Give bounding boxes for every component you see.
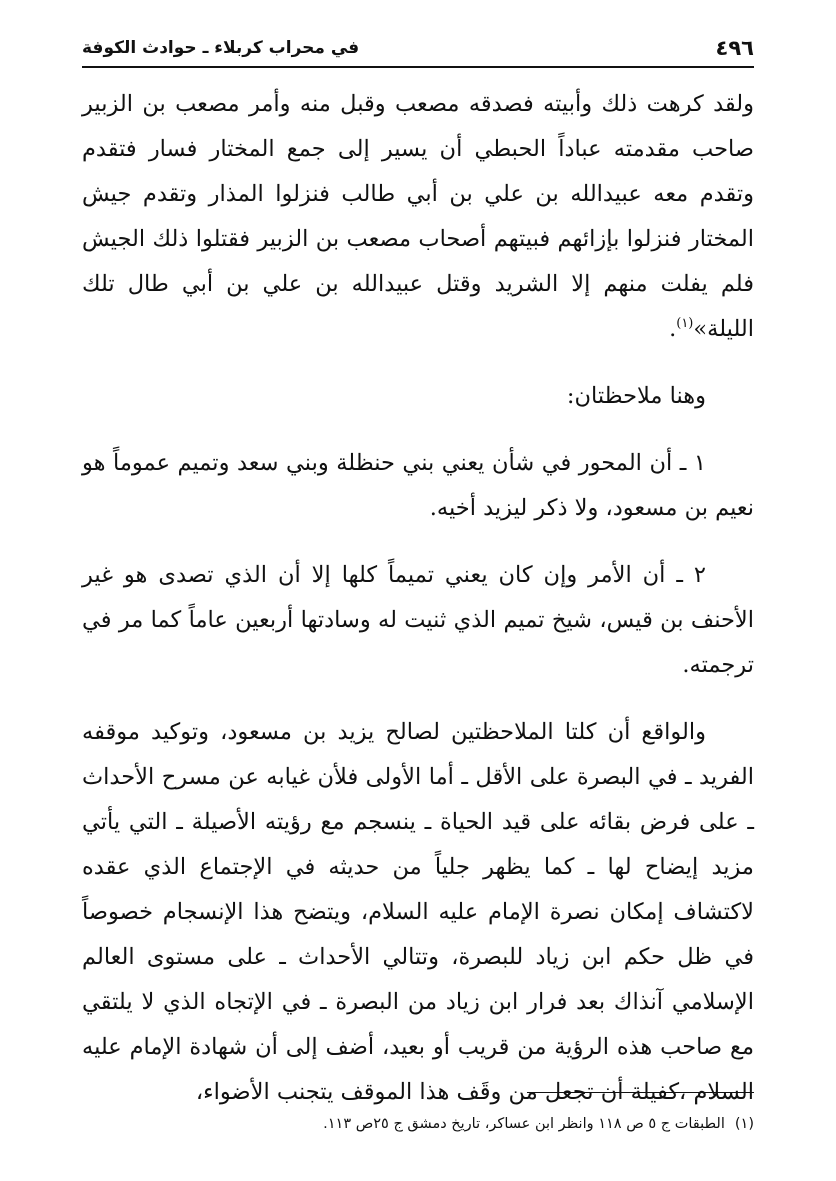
note-1: ١ ـ أن المحور في شأن يعني بني حنظلة وبني سعد وتميم عموماً هو نعيم بن مسعود، ولا ذكر ليزيد أخيه. xyxy=(82,450,754,521)
quote-end: . xyxy=(669,316,677,342)
footnote-text: الطبقات ج ٥ ص ١١٨ وانظر ابن عساكر، تاريخ دمشق ج ٢٥ص ١١٣. xyxy=(323,1116,725,1132)
note-2: ٢ ـ أن الأمر وإن كان يعني تميماً كلها إلا أن الذي تصدى هو غير الأحنف بن قيس، شيخ تميم الذي ثنيت له وسادتها أربعين عاماً كما مر في ترجمته. xyxy=(82,562,754,678)
quote-paragraph xyxy=(82,82,754,352)
header-divider xyxy=(82,66,754,68)
running-header xyxy=(82,30,754,66)
conclusion-paragraph: والواقع أن كلتا الملاحظتين لصالح يزيد بن مسعود، وتوكيد موقفه الفريد ـ في البصرة على الأقل ـ أما الأولى فلأن غيابه عن مسرح الأحداث ـ على فرض بقائه على قيد الحياة ـ ينسجم مع رؤيته الأصيلة ـ التي يأتي مزيد إيضاح لها ـ كما يظهر جلياً من حديثه في الإجتماع الذي عقده لاكتشاف إمكان نصرة الإمام عليه السلام، ويتضح هذا الإنسجام خصوصاً في ظل حكم ابن زياد للبصرة، وتتالي الأحداث ـ على مستوى العالم الإسلامي آنذاك بعد فرار ابن زياد من البصرة ـ في الإتجاه الذي لا يلتقي مع صاحب هذه الرؤية من قريب أو بعيد، أضف إلى أن شهادة الإمام عليه السلام ،كفيلة أن تجعل من وقَف هذا الموقف يتجنب الأضواء، xyxy=(82,719,754,1105)
footnote-divider xyxy=(527,1092,754,1093)
page-number: ٤٩٦ xyxy=(715,36,754,60)
footnote xyxy=(82,1112,754,1136)
notes-heading: وهنا ملاحظتان: xyxy=(566,383,706,409)
main-text xyxy=(82,82,754,1115)
running-title: في محراب كربلاء ـ حوادث الكوفة xyxy=(82,38,360,58)
quote-text: ولقد كرهت ذلك وأبيته فصدقه مصعب وقبل منه وأمر مصعب بن الزبير صاحب مقدمته عباداً الحبطي أن يسير إلى جمع المختار فسار فتقدم وتقدم معه عبيدالله بن علي بن أبي طالب فنزلوا المذار وتقدم جيش المختار فنزلوا بإزائهم فبيتهم أصحاب مصعب بن الزبير فقتلوا ذلك الجيش فلم يفلت منهم إلا الشريد وقتل عبيدالله بن علي بن أبي طال تلك الليلة» xyxy=(82,91,754,342)
footnote-marker: (١) xyxy=(734,1116,754,1132)
footnote-reference[interactable]: (١) xyxy=(676,316,694,331)
